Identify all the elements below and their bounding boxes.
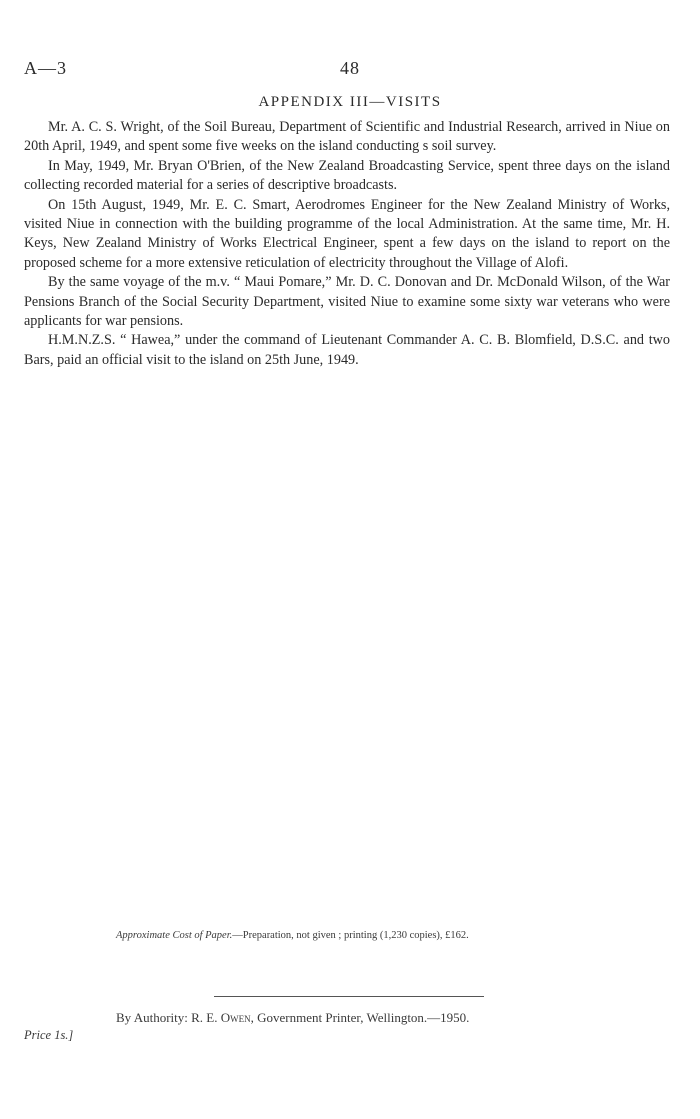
header-reference: A—3 [24, 58, 67, 78]
cost-note [116, 930, 469, 941]
paragraph-obrien-visit: In May, 1949, Mr. Bryan O'Brien, of the New Zealand Broadcasting Service, spent three days on the island collecting recorded material for a series of descriptive broadcasts. [24, 157, 670, 194]
price-note: Price 1s.] [24, 1028, 74, 1042]
paragraph-wright-visit: Mr. A. C. S. Wright, of the Soil Bureau, Department of Scientific and Industrial Research, arrived in Niue on 20th April, 1949, and spent some five weeks on the island conducting s soil survey. [24, 119, 670, 155]
authority-line [116, 1010, 469, 1026]
footer-divider [214, 996, 484, 997]
authority-suffix: , Government Printer, Wellington.—1950. [250, 1010, 470, 1025]
appendix-title: APPENDIX III—VISITS [258, 94, 442, 110]
page-number: 48 [340, 58, 360, 78]
cost-note-label: Approximate Cost of Paper. [116, 930, 233, 941]
cost-note-text: —Preparation, not given ; printing (1,230 copies), £162. [232, 930, 469, 941]
body-text [24, 118, 670, 370]
paragraph-donovan-wilson-visit: By the same voyage of the m.v. “ Maui Pomare,” Mr. D. C. Donovan and Dr. McDonald Wilson, of the War Pensions Branch of the Social Security Department, visited Niue to examine some sixty war veterans who were applicants for war pensions. [24, 274, 670, 330]
authority-prefix: By Authority: R. E. [116, 1010, 221, 1025]
paragraph-hawea-visit: H.M.N.Z.S. “ Hawea,” under the command of Lieutenant Commander A. C. B. Blomfield, D.S.C. and two Bars, paid an official visit to the island on 25th June, 1949. [24, 332, 670, 368]
authority-printer-name: Owen [220, 1010, 251, 1025]
paragraph-smart-keys-visit: On 15th August, 1949, Mr. E. C. Smart, Aerodromes Engineer for the New Zealand Ministry of Works, visited Niue in connection with the building programme of the local Administration. At the same time, Mr. H. Keys, New Zealand Ministry of Works Electrical Engineer, spent a few days on the island to report on the proposed scheme for a more extensive reticulation of electricity throughout the Village of Alofi. [24, 196, 670, 271]
